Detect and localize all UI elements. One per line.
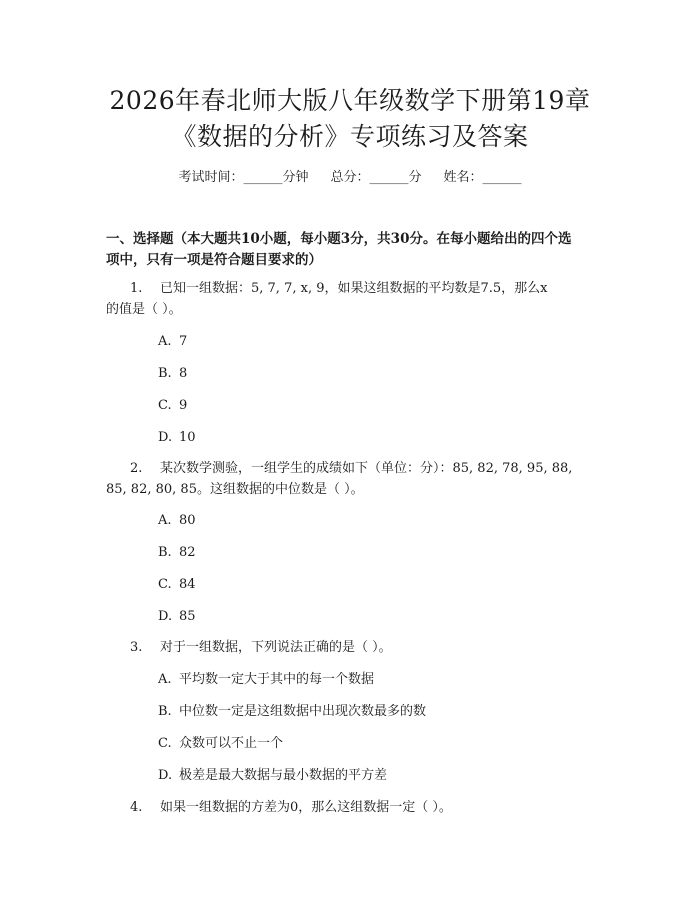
option-text: 中位数一定是这组数据中出现次数最多的数 xyxy=(179,704,427,719)
exam-time-field: 考试时间：______分钟 xyxy=(178,170,309,185)
option-text: 82 xyxy=(179,545,196,560)
page-title-line-2: 《数据的分析》专项练习及答案 xyxy=(171,122,529,151)
question-1-text xyxy=(130,279,547,299)
question-3-line-1: 对于一组数据，下列说法正确的是（ ）。 xyxy=(160,640,392,655)
option-text: 80 xyxy=(179,513,196,528)
question-1-option-c[interactable] xyxy=(158,396,187,416)
option-letter: D. xyxy=(158,768,173,783)
question-4-line-1: 如果一组数据的方差为0，那么这组数据一定（ ）。 xyxy=(160,800,452,815)
exam-info-row xyxy=(0,168,700,188)
question-1-line-1: 已知一组数据：5, 7, 7, x, 9，如果这组数据的平均数是7.5，那么x xyxy=(160,281,548,296)
option-text: 极差是最大数据与最小数据的平方差 xyxy=(179,768,388,783)
question-2-option-a[interactable] xyxy=(158,511,196,531)
question-3-option-d[interactable] xyxy=(158,766,387,786)
option-letter: C. xyxy=(158,398,172,413)
page-title-line-1: 2026年春北师大版八年级数学下册第19章 xyxy=(109,86,591,115)
option-text: 7 xyxy=(179,334,188,349)
question-3-option-c[interactable] xyxy=(158,734,283,754)
option-letter: B. xyxy=(158,545,172,560)
question-1-number: 1. xyxy=(130,281,143,296)
question-2-text xyxy=(130,459,572,479)
option-letter: B. xyxy=(158,704,172,719)
option-letter: A. xyxy=(158,513,172,528)
option-text: 平均数一定大于其中的每一个数据 xyxy=(179,672,375,687)
question-1-line-2: 的值是（ ）。 xyxy=(106,302,182,317)
option-letter: A. xyxy=(158,672,172,687)
section-heading-line-2: 项中，只有一项是符合题目要求的） xyxy=(106,252,322,268)
option-letter: A. xyxy=(158,334,172,349)
question-1-option-d[interactable] xyxy=(158,428,196,448)
question-4-number: 4. xyxy=(130,800,143,815)
option-text: 85 xyxy=(179,609,196,624)
question-2-option-d[interactable] xyxy=(158,607,196,627)
question-4-text xyxy=(130,798,452,818)
question-3-text xyxy=(130,638,392,658)
question-2-number: 2. xyxy=(130,461,143,476)
question-1-option-b[interactable] xyxy=(158,364,187,384)
option-letter: B. xyxy=(158,366,172,381)
option-text: 84 xyxy=(179,577,196,592)
question-3-option-b[interactable] xyxy=(158,702,426,722)
question-3-option-a[interactable] xyxy=(158,670,374,690)
question-2-option-c[interactable] xyxy=(158,575,196,595)
option-letter: D. xyxy=(158,430,173,445)
section-heading-line-1: 一、选择题（本大题共10小题，每小题3分，共30分。在每小题给出的四个选 xyxy=(106,231,572,247)
question-3-number: 3. xyxy=(130,640,143,655)
option-letter: C. xyxy=(158,577,172,592)
option-letter: C. xyxy=(158,736,172,751)
question-1-option-a[interactable] xyxy=(158,332,187,352)
option-text: 众数可以不止一个 xyxy=(179,736,284,751)
option-text: 8 xyxy=(179,366,188,381)
option-text: 10 xyxy=(179,430,196,445)
option-text: 9 xyxy=(179,398,188,413)
total-score-field: 总分：______分 xyxy=(330,170,422,185)
question-2-line-1: 某次数学测验，一组学生的成绩如下（单位：分）：85, 82, 78, 95, 88, xyxy=(160,461,573,476)
option-letter: D. xyxy=(158,609,173,624)
question-2-option-b[interactable] xyxy=(158,543,196,563)
question-2-line-2: 85, 82, 80, 85。这组数据的中位数是（ ）。 xyxy=(106,482,364,497)
student-name-field: 姓名：______ xyxy=(443,170,522,185)
